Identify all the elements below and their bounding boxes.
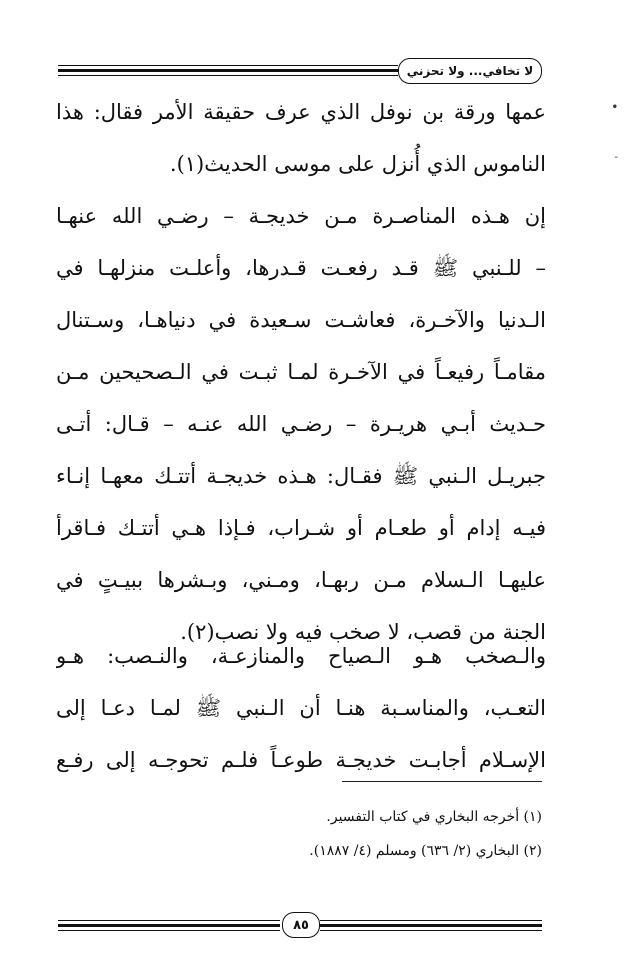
text-line: إن هـذه المناصـرة مـن خديجـة – رضـي الله عنهـا [56, 204, 546, 228]
footer-rule [320, 920, 542, 921]
text-line: الناموس الذي أُنزل على موسى الحديث(١). [169, 152, 546, 176]
text-line: والـصخب هـو الـصياح والمنازعـة، والنـصب: هـو [56, 644, 546, 668]
text-line: – للـنبي ﷺ قـد رفعـت قـدرها، وأعلـت منزلهـا في [56, 256, 546, 280]
text-line: الجنة من قصب، لا صخب فيه ولا نصب(٢). [180, 620, 546, 644]
margin-mark: - [614, 152, 618, 163]
header-rule [58, 75, 398, 76]
footnote-2: (٢) البخاري (٢/ ٦٣٦) ومسلم (٤/ ١٨٨٧). [309, 843, 542, 859]
text-line: عليهـا الـسلام مـن ربهـا، ومـني، وبـشرها ببيـتٍ في [56, 568, 546, 592]
footer-rule [320, 930, 542, 931]
footer-rule [58, 920, 280, 921]
text-line: عمها ورقة بن نوفل الذي عرف حقيقة الأمر فقال: هذا [56, 100, 546, 124]
footnote-1: (١) أخرجه البخاري في كتاب التفسير. [326, 809, 542, 825]
text-line: مقامـاً رفيعـاً في الآخـرة لمـا ثبـت في الـصحيحين مـن [56, 360, 546, 384]
text-line: حـديث أبـي هريـرة – رضـي الله عنـه – قـال: أتـى [56, 412, 546, 436]
text-line: الـدنيا والآخـرة، فعاشـت سـعيدة في دنياهـا، وسـتنال [56, 308, 546, 332]
paragraph-1 [56, 86, 546, 190]
text-line: فيـه إدام أو طعـام أو شـراب، فـإذا هـي أتتـك فـاقرأ [56, 516, 546, 540]
page-footer [58, 912, 542, 942]
paragraph-3 [56, 630, 546, 786]
footer-rule [58, 924, 280, 927]
running-header [58, 56, 542, 86]
page-number: ٨٥ [282, 912, 320, 938]
header-rule [58, 69, 398, 72]
footer-rule [58, 930, 280, 931]
text-line: جبريـل الـنبي ﷺ فقـال: هـذه خديجـة أتتـك معهـا إنـاء [56, 464, 546, 488]
margin-mark: • [611, 102, 618, 113]
footer-rule [320, 924, 542, 927]
header-rule [58, 65, 398, 66]
book-title: لا تخافي... ولا تحزني [398, 58, 542, 84]
text-line: التعـب، والمناسـبة هنـا أن الـنبي ﷺ لمـا دعـا إلى [56, 696, 546, 720]
paragraph-2 [56, 190, 546, 658]
footnote-divider [342, 781, 542, 782]
text-line: الإسـلام أجابـت خديجـة طوعـاً فلـم تحوجـه إلى رفـع [56, 748, 546, 772]
footnotes [82, 800, 542, 868]
